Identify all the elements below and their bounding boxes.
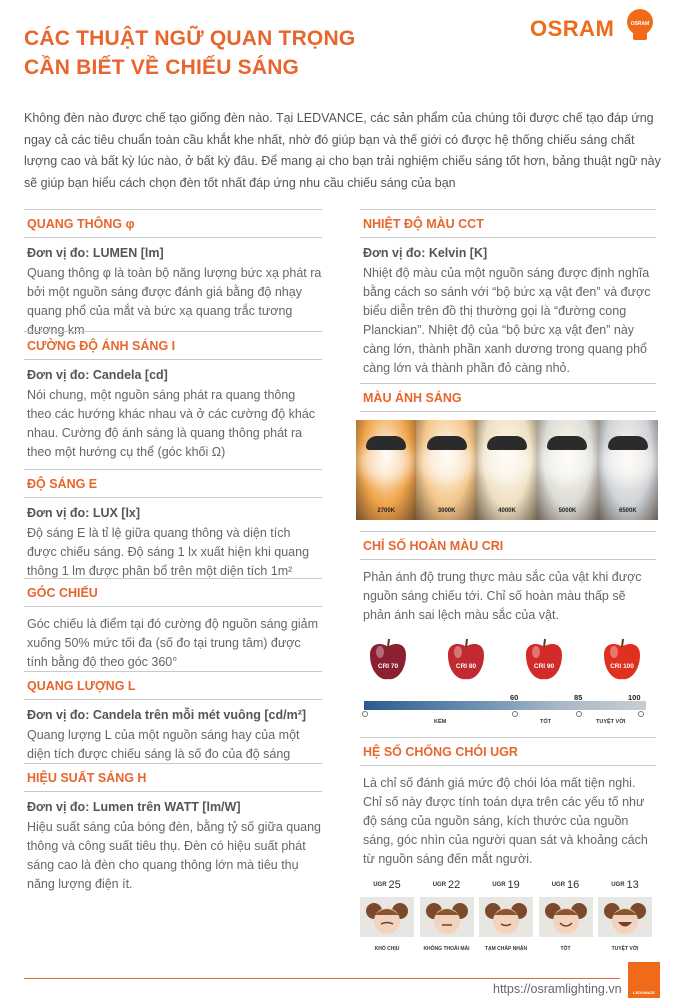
face-image — [479, 897, 533, 937]
swatch-label: 3000K — [437, 508, 456, 514]
scale-marker — [638, 711, 644, 717]
apple-icon — [440, 635, 492, 685]
ugr-prefix: UGR — [551, 882, 566, 889]
lamp-icon — [427, 436, 467, 450]
lamp-icon — [366, 436, 406, 450]
section-text: Góc chiếu là điểm tại đó cường độ nguồn sáng giảm xuống 50% mức tối đa (số đo tại trung tâm) được tính bằng độ theo góc 360° — [27, 617, 319, 669]
face-label: TUYỆT VỜI — [611, 946, 639, 952]
section-heading: HỆ SỐ CHỐNG CHÓI UGR — [360, 738, 656, 766]
scale-marker — [512, 711, 518, 717]
section-unit: Đơn vị đo: Kelvin [K] — [363, 246, 488, 260]
face-image — [360, 897, 414, 937]
scale-marker — [576, 711, 582, 717]
section-heading: CƯỜNG ĐỘ ÁNH SÁNG I — [24, 332, 322, 360]
scale-label-excellent: TUYỆT VỜI — [596, 719, 626, 725]
ugr-number: 25 — [388, 879, 401, 891]
section-text: Độ sáng E là tỉ lệ giữa quang thông và diện tích được chiếu sáng. Độ sáng 1 lx xuất hiện khi quang thông 1 lm được phân bổ trên một diện tích 1m² — [27, 526, 310, 578]
section-text: Quang lượng L của một nguồn sáng hay của một diện tích được chiếu sáng là số đo của độ sáng — [27, 728, 300, 761]
section-heading: HIỆU SUẤT SÁNG H — [24, 764, 322, 792]
color-swatch — [416, 420, 476, 520]
apple-label: CRI 80 — [455, 663, 477, 670]
section-light-color — [360, 383, 656, 531]
color-swatch — [537, 420, 597, 520]
scale-label-bad: KÉM — [434, 719, 447, 725]
apple-image — [440, 635, 492, 685]
apple-label: CRI 70 — [377, 663, 399, 670]
face-label: KHÔNG THOẢI MÁI — [423, 946, 470, 952]
face-label: TỐT — [560, 946, 571, 952]
ugr-number: 16 — [567, 879, 580, 891]
lamp-icon — [547, 436, 587, 450]
apple-icon — [362, 635, 414, 685]
ugr-number: 19 — [507, 879, 520, 891]
section-intensity — [24, 331, 322, 469]
section-beam-angle — [24, 578, 322, 671]
bulb-logo-text: OSRAM — [630, 21, 650, 27]
section-illuminance — [24, 469, 322, 578]
lamp-icon — [487, 436, 527, 450]
apple-label: CRI 90 — [533, 663, 555, 670]
ugr-value — [360, 877, 414, 893]
apple-icon — [596, 635, 648, 685]
ugr-face — [360, 877, 414, 952]
section-text: Quang thông φ là toàn bộ năng lượng bức xạ phát ra bởi một nguồn sáng được đánh giá bằng độ nhạy quang phổ của mắt và bức xạ quang trắc tương đương km — [27, 266, 322, 337]
section-unit: Đơn vị đo: LUMEN [lm] — [27, 246, 164, 260]
section-cct — [360, 209, 656, 383]
swatch-label: 2700K — [377, 508, 396, 514]
color-temperature-strip — [356, 420, 658, 520]
scale-value-60: 60 — [510, 693, 519, 702]
scale-value-0: 0 — [366, 693, 371, 702]
ugr-face — [479, 877, 533, 952]
right-column — [360, 209, 656, 967]
apple-icon — [518, 635, 570, 685]
face-image — [539, 897, 593, 937]
section-unit: Đơn vị đo: LUX [lx] — [27, 506, 141, 520]
section-heading: QUANG LƯỢNG L — [24, 672, 322, 700]
section-unit: Đơn vị đo: Candela [cd] — [27, 368, 168, 382]
ugr-prefix: UGR — [432, 882, 447, 889]
scale-label-good: TỐT — [540, 719, 551, 725]
osram-logo — [530, 8, 660, 44]
section-unit: Đơn vị đo: Candela trên mỗi mét vuông [cd/m²] — [27, 708, 307, 722]
ugr-value — [539, 877, 593, 893]
section-text: Là chỉ số đánh giá mức độ chói lóa mất tiện nghi. Chỉ số này được tính toán dựa trên các yếu tố như độ sáng của nguồn sáng, kích thước của nguồn sáng, góc nhìn của người quan sát và khoảng cách từ nguồn sáng đến mắt người. — [363, 776, 648, 866]
section-heading: QUANG THÔNG φ — [24, 210, 322, 238]
section-text: Hiệu suất sáng của bóng đèn, bằng tỷ số giữa quang thông và công suất tiêu thụ. Đèn có hiệu suất phát sáng cao là đèn cho quang thông lớn mà tiêu thụ năng lượng điện ít. — [27, 820, 322, 891]
color-swatch — [477, 420, 537, 520]
ugr-value — [420, 877, 474, 893]
ugr-number: 22 — [448, 879, 461, 891]
face-image — [420, 897, 474, 937]
title-line-1: CÁC THUẬT NGỮ QUAN TRỌNG — [24, 27, 356, 50]
apple-label: CRI 100 — [610, 663, 634, 670]
ugr-number: 13 — [626, 879, 639, 891]
color-swatch — [356, 420, 416, 520]
left-column — [24, 209, 322, 893]
bulb-logo-icon — [625, 8, 655, 44]
face-label: TẠM CHẤP NHẬN — [484, 946, 528, 952]
section-efficacy — [24, 763, 322, 893]
intro-paragraph: Không đèn nào được chế tạo giống đèn nào. Tại LEDVANCE, các sản phẩm của chúng tôi được chế tạo đáp ứng ngay cả các tiêu chuẩn toàn cầu khắt khe nhất, nhờ đó giúp bạn và thế giới có được hệ thống chiếu sáng chất lượng cao và bất kỳ lúc nào, ở bất kỳ đâu. Để mang ại cho bạn trải nghiệm chiếu sáng tốt hơn, bảng thuật ngữ này sẽ giúp bạn hiểu cách chọn đèn tốt nhất đáp ứng nhu cầu chiếu sáng của bạn — [24, 111, 661, 190]
section-heading: GÓC CHIẾU — [24, 579, 322, 607]
ugr-face — [598, 877, 652, 952]
ugr-value — [479, 877, 533, 893]
section-text: Nói chung, một nguồn sáng phát ra quang thông theo các hướng khác nhau và ở các cường độ khác nhau. Cường độ ánh sáng là quang thông phát ra theo một hướng cụ thể (góc khối Ω) — [27, 388, 316, 459]
footer-website-link[interactable]: https://osramlighting.vn — [493, 982, 622, 996]
scale-value-100: 100 — [628, 693, 641, 702]
swatch-label: 6500K — [618, 508, 637, 514]
section-unit: Đơn vị đo: Lumen trên WATT [lm/W] — [27, 800, 241, 814]
section-luminous-flux — [24, 209, 322, 337]
apple-image — [362, 635, 414, 685]
apple-image — [596, 635, 648, 685]
title-line-2: CẦN BIẾT VỀ CHIẾU SÁNG — [24, 56, 300, 79]
ugr-prefix: UGR — [611, 882, 625, 889]
section-cri — [360, 531, 656, 737]
lamp-icon — [608, 436, 648, 450]
swatch-label: 5000K — [558, 508, 577, 514]
ugr-value — [598, 877, 652, 893]
cri-scale — [360, 693, 650, 733]
swatch-label: 4000K — [498, 508, 516, 514]
apple-image — [518, 635, 570, 685]
scale-marker — [362, 711, 368, 717]
page-title — [24, 24, 355, 82]
ugr-prefix: UGR — [492, 882, 506, 889]
ledvance-logo-text: LEDVANCE — [633, 990, 655, 995]
osram-logo-text: OSRAM — [530, 16, 615, 41]
ugr-face — [539, 877, 593, 952]
scale-value-85: 85 — [574, 693, 583, 702]
section-heading: MÀU ÁNH SÁNG — [360, 384, 656, 412]
face-label: KHÓ CHỊU — [374, 946, 400, 952]
cri-apples — [360, 635, 650, 685]
ugr-faces — [360, 877, 652, 952]
ugr-prefix: UGR — [373, 882, 387, 889]
section-ugr — [360, 737, 656, 967]
section-text: Phản ánh độ trung thực màu sắc của vật khi được nguồn sáng chiếu tới. Chỉ số hoàn màu thấp sẽ phản ánh sai lệch màu sắc của vật. — [363, 570, 642, 622]
cri-scale-bar — [364, 701, 646, 710]
section-heading: NHIỆT ĐỘ MÀU CCT — [360, 210, 656, 238]
section-heading: ĐỘ SÁNG E — [24, 470, 322, 498]
face-image — [598, 897, 652, 937]
section-luminance — [24, 671, 322, 763]
footer-divider — [24, 978, 620, 979]
color-swatch — [598, 420, 658, 520]
section-text: Nhiệt độ màu của một nguồn sáng được định nghĩa bằng cách so sánh với “bộ bức xạ vật đen” và được biểu diễn trên đồ thị thường gọi là “đường cong Planckian”. Nhiệt độ của “bộ bức xạ vật đen” này càng lớn, thành phần xanh dương trong quang phổ càng lớn và thành phần đỏ càng nhỏ. — [363, 266, 651, 375]
ledvance-logo — [628, 962, 660, 998]
ugr-face — [420, 877, 474, 952]
section-heading: CHỈ SỐ HOÀN MÀU CRI — [360, 532, 656, 560]
